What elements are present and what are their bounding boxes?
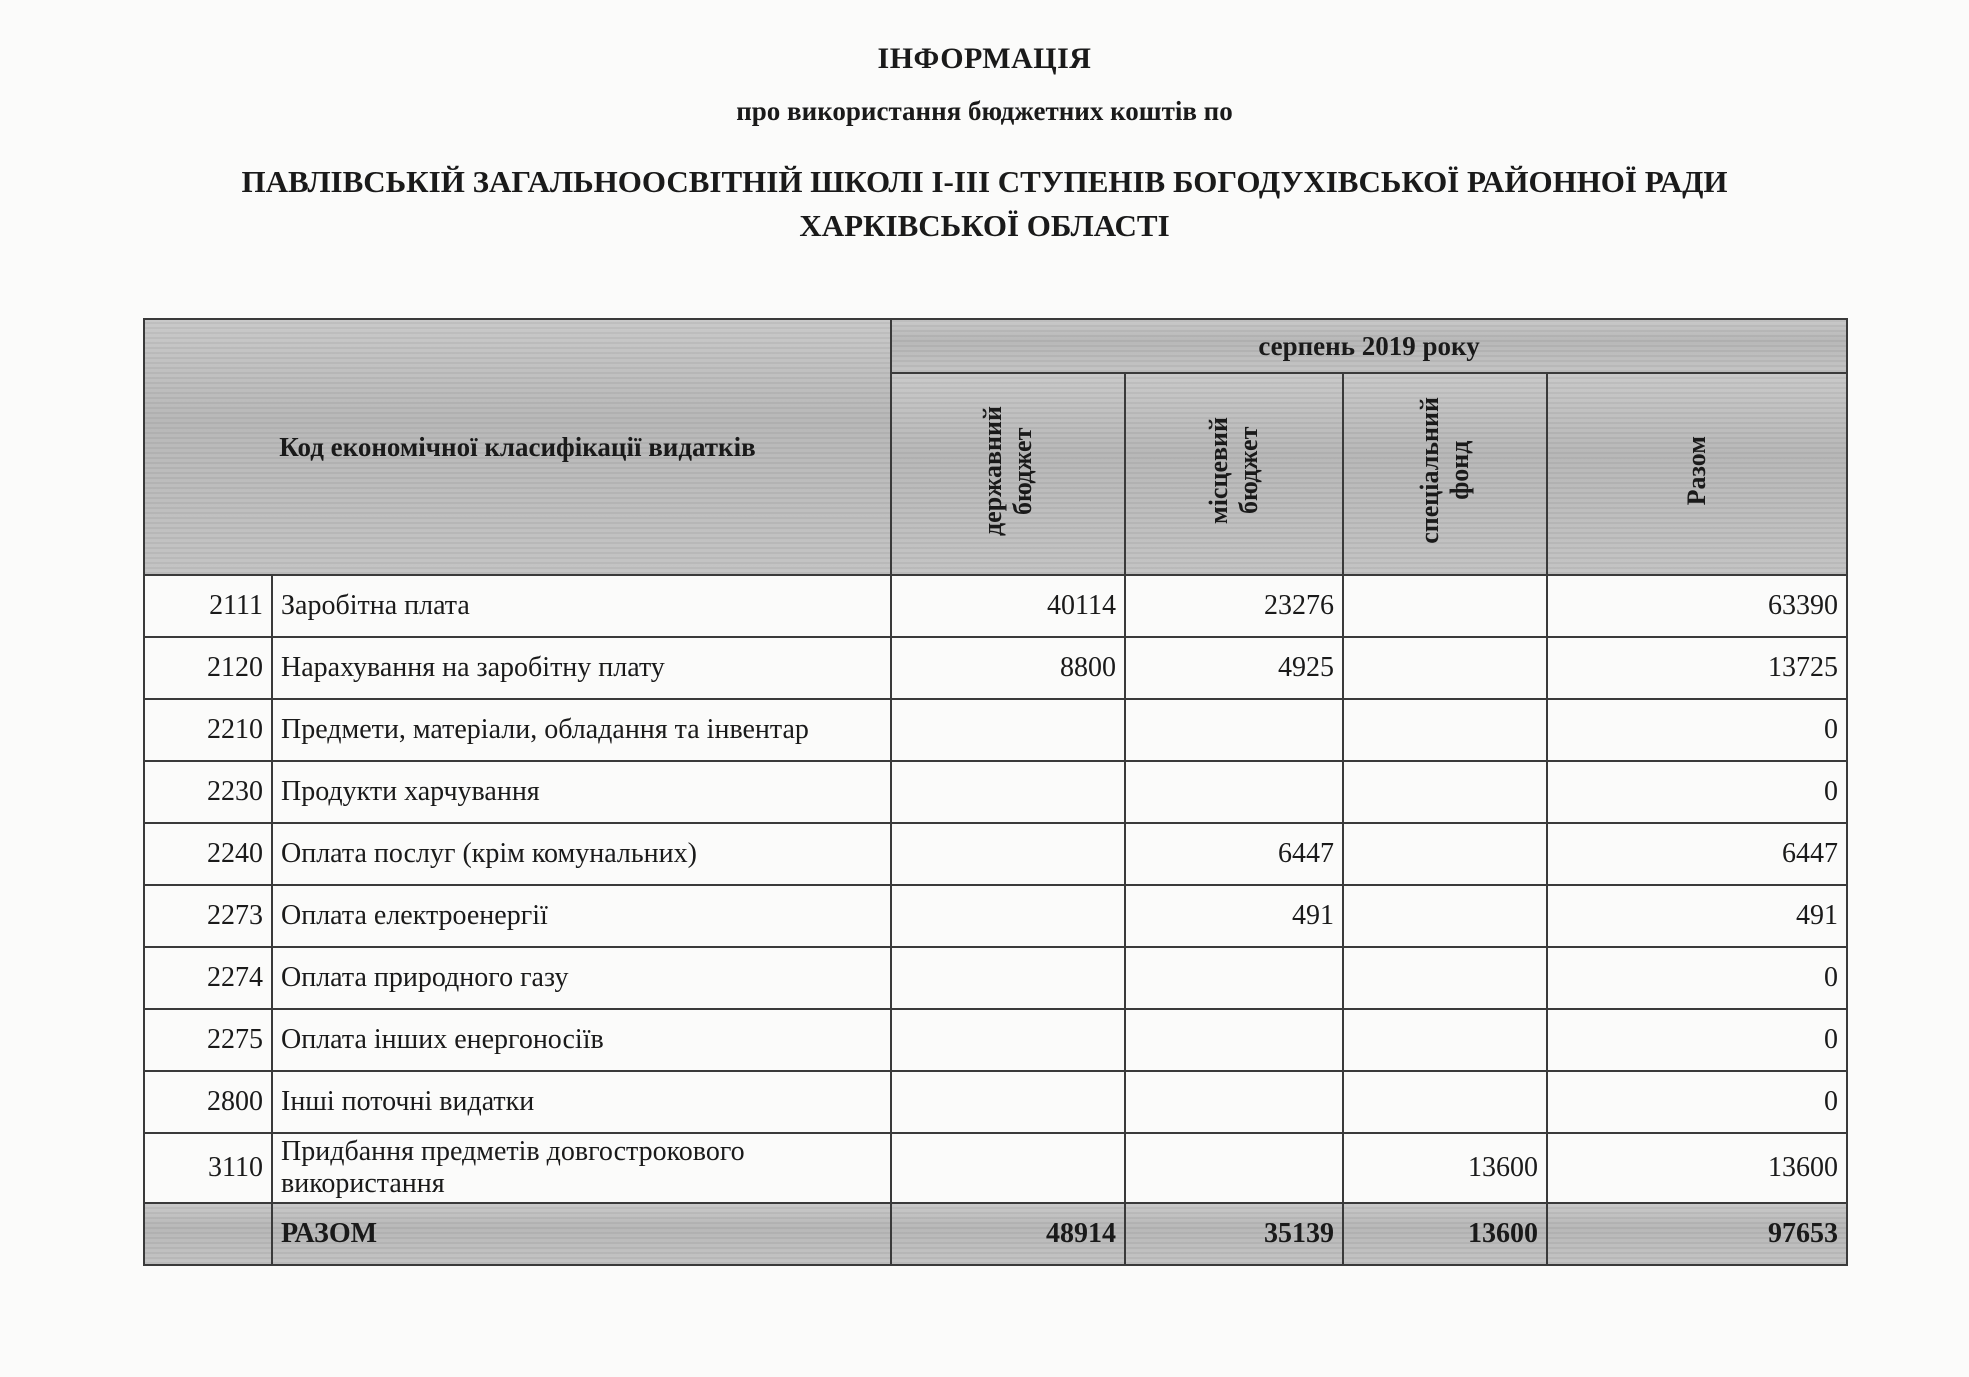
row-local: 4925 (1125, 637, 1343, 699)
table-row (144, 699, 1847, 761)
row-special (1343, 761, 1547, 823)
total-row (144, 1203, 1847, 1265)
row-state (891, 947, 1125, 1009)
row-local: 491 (1125, 885, 1343, 947)
row-special: 13600 (1343, 1133, 1547, 1203)
header-special-fund-label (1415, 397, 1475, 544)
header-local-line-2: бюджет (1234, 426, 1263, 515)
row-special (1343, 885, 1547, 947)
table-row (144, 575, 1847, 637)
row-name: Придбання предметів довгострокового використання (272, 1133, 891, 1203)
row-total: 491 (1547, 885, 1847, 947)
total-total: 97653 (1547, 1203, 1847, 1265)
row-state (891, 1133, 1125, 1203)
budget-table (143, 318, 1848, 1266)
header-period: серпень 2019 року (891, 319, 1847, 373)
header-state-line-2: бюджет (1008, 426, 1037, 515)
row-code: 2275 (144, 1009, 272, 1071)
organization-name (0, 160, 1969, 248)
table-row (144, 761, 1847, 823)
row-special (1343, 637, 1547, 699)
row-name: Оплата послуг (крім комунальних) (272, 823, 891, 885)
row-state: 8800 (891, 637, 1125, 699)
row-special (1343, 575, 1547, 637)
row-special (1343, 699, 1547, 761)
row-code: 2120 (144, 637, 272, 699)
row-special (1343, 823, 1547, 885)
row-total: 13600 (1547, 1133, 1847, 1203)
row-code: 2111 (144, 575, 272, 637)
row-state (891, 1071, 1125, 1133)
row-name: Заробітна плата (272, 575, 891, 637)
header-special-fund (1343, 373, 1547, 575)
organization-line-2: ХАРКІВСЬКОЇ ОБЛАСТІ (799, 208, 1170, 243)
header-special-line-2: фонд (1445, 440, 1474, 501)
row-code: 2230 (144, 761, 272, 823)
table-row (144, 1009, 1847, 1071)
row-state: 40114 (891, 575, 1125, 637)
row-code: 2274 (144, 947, 272, 1009)
header-special-line-1: спеціальний (1415, 397, 1444, 544)
header-state-budget-label (978, 406, 1038, 536)
row-total: 63390 (1547, 575, 1847, 637)
table-row (144, 637, 1847, 699)
row-special (1343, 1009, 1547, 1071)
table-row (144, 947, 1847, 1009)
header-total (1547, 373, 1847, 575)
total-state: 48914 (891, 1203, 1125, 1265)
row-special (1343, 1071, 1547, 1133)
row-total: 0 (1547, 1071, 1847, 1133)
row-code: 2210 (144, 699, 272, 761)
row-code: 2240 (144, 823, 272, 885)
row-name: Нарахування на заробітну плату (272, 637, 891, 699)
row-local (1125, 1133, 1343, 1203)
total-special: 13600 (1343, 1203, 1547, 1265)
document-title: ІНФОРМАЦІЯ (877, 42, 1092, 75)
row-total: 0 (1547, 699, 1847, 761)
header-local-line-1: місцевий (1204, 417, 1233, 524)
row-total: 0 (1547, 761, 1847, 823)
row-local (1125, 699, 1343, 761)
total-label: РАЗОМ (272, 1203, 891, 1265)
row-state (891, 885, 1125, 947)
table-row (144, 1071, 1847, 1133)
row-total: 6447 (1547, 823, 1847, 885)
row-local (1125, 761, 1343, 823)
table-row (144, 823, 1847, 885)
row-name: Предмети, матеріали, обладання та інвентар (272, 699, 891, 761)
total-local: 35139 (1125, 1203, 1343, 1265)
table-row (144, 1133, 1847, 1203)
header-local-budget (1125, 373, 1343, 575)
row-name: Інші поточні видатки (272, 1071, 891, 1133)
row-name: Продукти харчування (272, 761, 891, 823)
header-state-line-1: державний (978, 405, 1007, 536)
row-state (891, 761, 1125, 823)
table-row (144, 885, 1847, 947)
row-state (891, 1009, 1125, 1071)
row-state (891, 699, 1125, 761)
header-local-budget-label (1204, 417, 1264, 524)
row-name: Оплата електроенергії (272, 885, 891, 947)
row-total: 13725 (1547, 637, 1847, 699)
header-state-budget (891, 373, 1125, 575)
row-name: Оплата інших енергоносіїв (272, 1009, 891, 1071)
row-local: 23276 (1125, 575, 1343, 637)
row-code: 3110 (144, 1133, 272, 1203)
row-local: 6447 (1125, 823, 1343, 885)
row-local (1125, 947, 1343, 1009)
row-state (891, 823, 1125, 885)
row-local (1125, 1071, 1343, 1133)
header-total-line-1: Разом (1682, 435, 1711, 506)
organization-line-1: ПАВЛІВСЬКІЙ ЗАГАЛЬНООСВІТНІЙ ШКОЛІ І-ІІІ СТУПЕНІВ БОГОДУХІВСЬКОЇ РАЙОННОЇ РАДИ (241, 164, 1728, 199)
header-code-classification: Код економічної класифікації видатків (144, 319, 891, 575)
row-code: 2273 (144, 885, 272, 947)
row-special (1343, 947, 1547, 1009)
row-local (1125, 1009, 1343, 1071)
document-subtitle: про використання бюджетних коштів по (736, 96, 1233, 126)
row-total: 0 (1547, 1009, 1847, 1071)
row-total: 0 (1547, 947, 1847, 1009)
row-code: 2800 (144, 1071, 272, 1133)
header-total-label (1682, 436, 1712, 505)
total-code-cell (144, 1203, 272, 1265)
row-name: Оплата природного газу (272, 947, 891, 1009)
